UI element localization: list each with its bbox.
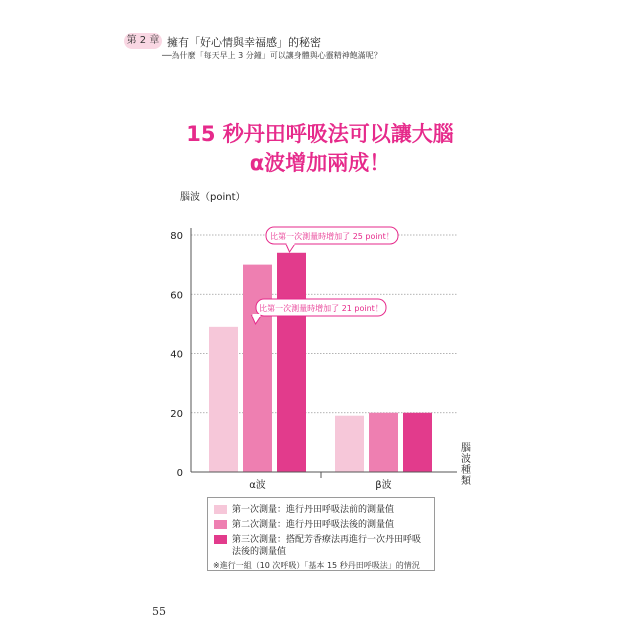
x-tick-label: β波	[375, 480, 392, 491]
bar	[369, 413, 398, 472]
legend-item-3	[214, 534, 427, 558]
headline-line-1: 15 秒丹田呼吸法可以讓大腦	[186, 122, 454, 146]
chart-note: ※進行一組（10 次呼吸）「基本 15 秒丹田呼吸法」的情況	[213, 561, 420, 570]
headline-line-2: α波增加兩成！	[249, 151, 391, 175]
bar	[335, 416, 364, 472]
y-tick-label: 80	[170, 231, 183, 242]
book-subtitle: ──為什麼「每天早上 3 分鐘」可以讓身體與心靈精神飽滿呢？	[162, 51, 382, 60]
legend-item-1	[214, 504, 427, 516]
legend-label-1: 第一次測量：進行丹田呼吸法前的測量值	[232, 505, 395, 515]
page-number: 55	[152, 605, 166, 618]
legend-swatch-3	[214, 535, 227, 544]
y-tick-label: 20	[170, 408, 183, 420]
x-tick-label: α波	[249, 480, 266, 491]
y-tick-label: 40	[170, 349, 183, 361]
callout-joint	[287, 242, 295, 245]
legend-label-2: 第二次測量：進行丹田呼吸法後的測量值	[232, 520, 395, 530]
legend-label-3: 第三次測量：搭配芳香療法再進行一次丹田呼吸法後的測量值	[232, 535, 422, 557]
annotation-label: 比第一次測量時增加了 25 point！	[270, 232, 394, 241]
chapter-badge: 第 2 章	[124, 33, 162, 49]
book-title: 擁有「好心情與幸福感」的秘密	[167, 36, 321, 49]
bar	[277, 253, 306, 472]
bar	[403, 413, 432, 472]
legend-item-2	[214, 519, 427, 531]
y-tick-label: 0	[176, 468, 183, 479]
y-tick-label: 60	[170, 290, 183, 302]
y-axis-title: 腦波（point）	[180, 192, 246, 203]
x-axis-title: 腦波種類	[461, 443, 471, 487]
legend-swatch-1	[214, 505, 227, 514]
callout-joint	[253, 314, 261, 317]
bar	[243, 265, 272, 472]
bar	[209, 327, 238, 472]
annotation-label: 比第一次測量時增加了 21 point！	[259, 304, 383, 313]
legend-swatch-2	[214, 520, 227, 529]
